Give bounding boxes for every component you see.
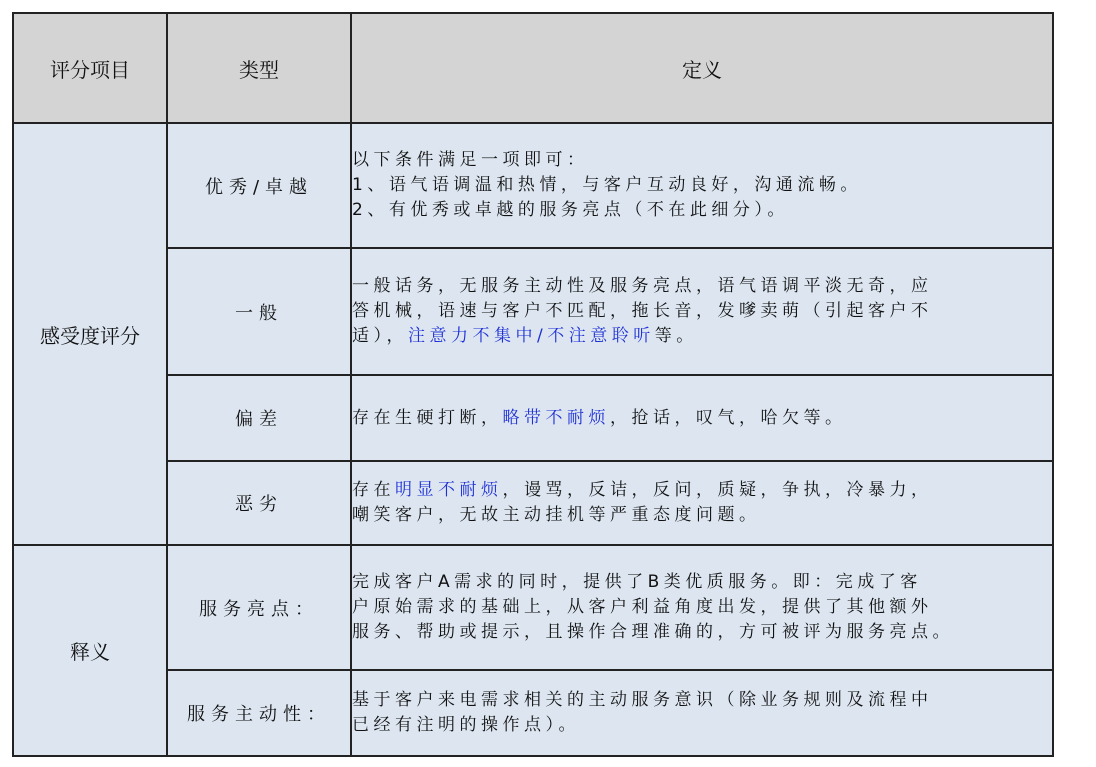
definition-text: ，抢话，叹气，哈欠等。 bbox=[610, 407, 847, 428]
definition-line bbox=[352, 324, 1052, 349]
definition-line bbox=[352, 406, 1052, 431]
definition-line: 答机械，语速与客户不匹配，拖长音，发嗲卖萌（引起客户不 bbox=[352, 301, 933, 321]
type-bad: 恶劣 bbox=[167, 461, 351, 545]
type-deviation: 偏差 bbox=[167, 375, 351, 461]
highlighted-text: 略带不耐烦 bbox=[502, 407, 610, 428]
definition-average bbox=[351, 248, 1053, 375]
definition-text: ，谩骂，反诘，反问，质疑，争执，冷暴力， bbox=[502, 480, 933, 500]
type-initiative: 服务主动性： bbox=[167, 670, 351, 756]
highlighted-text: 明显不耐烦 bbox=[395, 480, 503, 500]
table-row bbox=[13, 461, 1053, 545]
definition-line: 完成客户A需求的同时，提供了B类优质服务。即：完成了客 bbox=[352, 572, 922, 592]
type-average: 一般 bbox=[167, 248, 351, 375]
definition-line: 1、语气语调温和热情，与客户互动良好，沟通流畅。 bbox=[352, 175, 862, 195]
definition-line: 已经有注明的操作点）。 bbox=[352, 715, 580, 735]
table-row bbox=[13, 375, 1053, 461]
definition-line: 一般话务，无服务主动性及服务亮点，语气语调平淡无奇，应 bbox=[352, 276, 933, 296]
definition-line: 嘲笑客户，无故主动挂机等严重态度问题。 bbox=[352, 505, 761, 525]
type-excellent: 优秀/卓越 bbox=[167, 123, 351, 248]
definition-line: 户原始需求的基础上，从客户利益角度出发，提供了其他额外 bbox=[352, 597, 933, 617]
definition-line: 基于客户来电需求相关的主动服务意识（除业务规则及流程中 bbox=[352, 690, 933, 710]
definition-text: 适）， bbox=[352, 326, 408, 346]
definition-initiative bbox=[351, 670, 1053, 756]
group-explanation: 释义 bbox=[13, 545, 167, 756]
definition-bad bbox=[351, 461, 1053, 545]
definition-text: 等。 bbox=[654, 326, 698, 346]
table-row bbox=[13, 248, 1053, 375]
header-type: 类型 bbox=[167, 13, 351, 123]
definition-highlight-point bbox=[351, 545, 1053, 670]
header-row bbox=[13, 13, 1053, 123]
definition-line: 2、有优秀或卓越的服务亮点（不在此细分）。 bbox=[352, 200, 789, 220]
definition-line: 服务、帮助或提示，且操作合理准确的，方可被评为服务亮点。 bbox=[352, 622, 954, 642]
definition-text: 存在 bbox=[352, 480, 395, 500]
table-row bbox=[13, 545, 1053, 670]
header-definition: 定义 bbox=[351, 13, 1053, 123]
definition-deviation bbox=[351, 375, 1053, 461]
header-item: 评分项目 bbox=[13, 13, 167, 123]
table-row bbox=[13, 123, 1053, 248]
type-highlight-point: 服务亮点： bbox=[167, 545, 351, 670]
definition-excellent bbox=[351, 123, 1053, 248]
definition-line: 以下条件满足一项即可： bbox=[352, 150, 589, 170]
definition-line bbox=[352, 478, 1052, 503]
table-row bbox=[13, 670, 1053, 756]
scoring-table bbox=[12, 12, 1054, 757]
group-perception: 感受度评分 bbox=[13, 123, 167, 545]
highlighted-text: 注意力不集中/不注意聆听 bbox=[408, 326, 655, 346]
definition-text: 存在生硬打断， bbox=[352, 407, 503, 428]
